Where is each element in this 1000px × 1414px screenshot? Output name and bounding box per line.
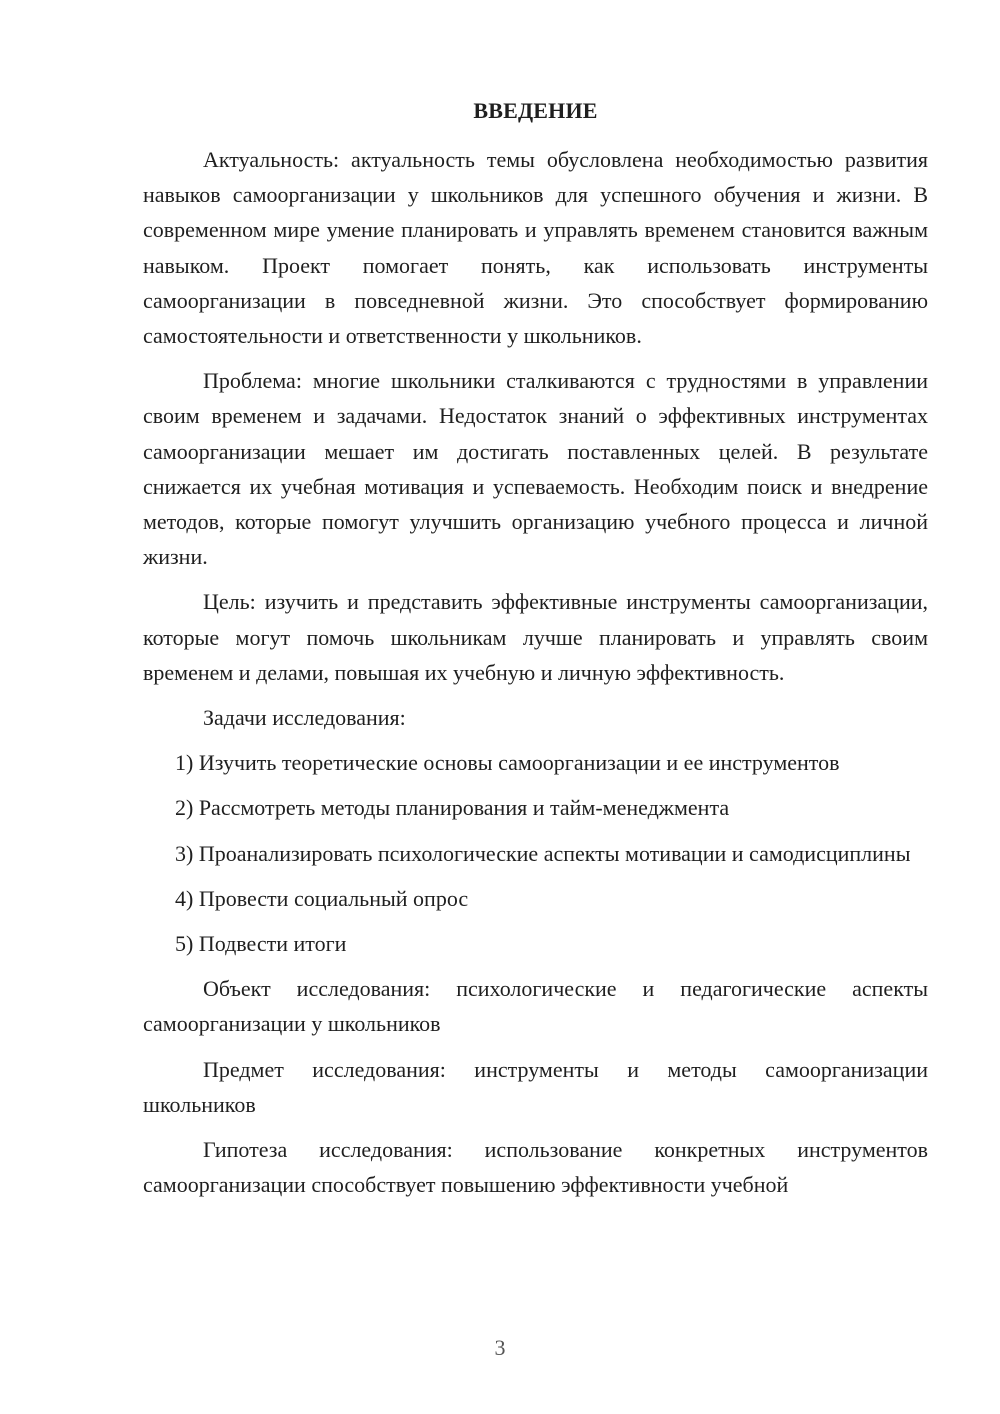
task-item: 2) Рассмотреть методы планирования и тайм-менеджмента [175,795,730,821]
relevance-paragraph: Актуальность: актуальность темы обусловлена необходимостью развития навыков самоорганизации у школьников для успешного обучения и жизни. В современном мире умение планировать и управлять временем становится важным навыком. Проект помогает понять, как использовать инструменты самоорганизации в повседневной жизни. Это способствует формированию самостоятельности и ответственности у школьников. [143,147,928,349]
task-item: 5) Подвести итоги [175,931,347,957]
section-heading: ВВЕДЕНИЕ [473,98,598,123]
goal-paragraph: Цель: изучить и представить эффективные инструменты самоорганизации, которые могут помочь школьникам лучше планировать и управлять своим временем и делами, повышая их учебную и личную эффективность. [143,589,928,685]
task-item: 1) Изучить теоретические основы самоорганизации и ее инструментов [175,750,840,776]
page-number: 3 [494,1335,506,1360]
document-page [143,96,928,1212]
task-item: 3) Проанализировать психологические аспекты мотивации и самодисциплины [175,840,911,866]
problem-paragraph: Проблема: многие школьники сталкиваются с трудностями в управлении своим временем и задачами. Недостаток знаний о эффективных инструментах самоорганизации мешает им достигать поставленных целей. В результате снижается их учебная мотивация и успеваемость. Необходим поиск и внедрение методов, которые помогут улучшить организацию учебного процесса и личной жизни. [143,368,928,570]
hypothesis-paragraph: Гипотеза исследования: использование конкретных инструментов самоорганизации способствует повышению эффективности учебной [143,1137,928,1198]
subject-paragraph: Предмет исследования: инструменты и методы самоорганизации школьников [143,1056,928,1117]
task-item: 4) Провести социальный опрос [175,885,469,911]
object-paragraph: Объект исследования: психологические и педагогические аспекты самоорганизации у школьников [143,976,928,1037]
tasks-label: Задачи исследования: [203,705,406,731]
